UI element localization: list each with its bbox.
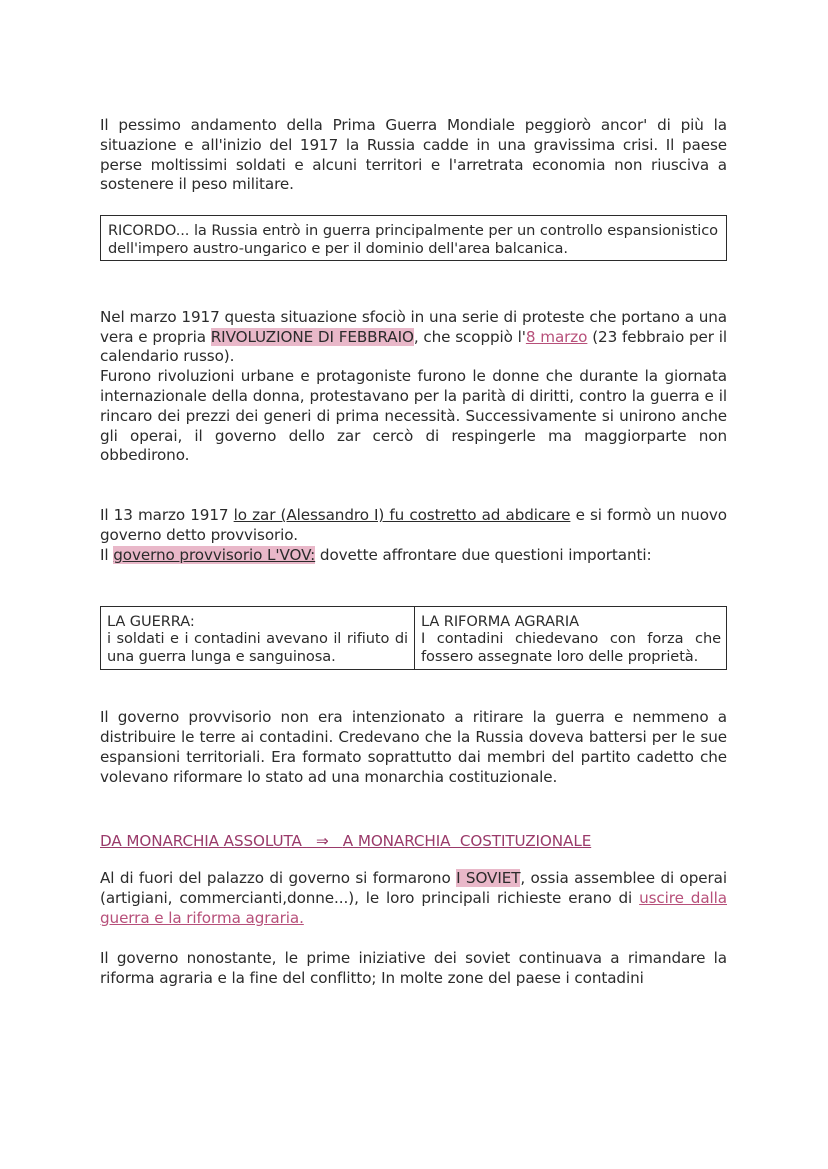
abdication-paragraph: [100, 506, 727, 546]
arrow-icon: ⇒: [306, 831, 343, 850]
revolution-text-a: Nel marzo 1917 questa situazione sfociò in una serie di proteste che portano a una vera e propria: [100, 307, 727, 346]
document-page: [100, 116, 727, 988]
heading-left: DA MONARCHIA ASSOLUTA: [100, 831, 307, 850]
abdication-text-a: Il 13 marzo 1917: [100, 506, 234, 525]
final-paragraph: Il governo nonostante, le prime iniziative dei soviet continuava a rimandare la riforma agraria e la fine del conflitto; In molte zone del paese i contadini: [100, 948, 727, 987]
issues-table: [100, 606, 727, 671]
issue-cell-war: [101, 607, 414, 670]
date-link[interactable]: 8 marzo: [525, 327, 588, 346]
revolution-paragraph: [100, 308, 727, 367]
abdication-underlined: lo zar (Alessandro I) fu costretto ad abdicare: [233, 506, 571, 525]
issue-reform-text: I contadini chiedevano con forza che fossero assegnate loro delle proprietà.: [421, 630, 721, 665]
revolution-text-b: , che scoppiò l': [413, 327, 526, 346]
provisional-text-b: dovette affrontare due questioni importanti:: [315, 545, 652, 564]
government-paragraph: Il governo provvisorio non era intenzionato a ritirare la guerra e nemmeno a distribuire le terre ai contadini. Credevano che la Russia doveva battersi per le sue espansioni territoriali. Era formato soprattutto dai membri del partito cadetto che volevano riformare lo stato ad una monarchia costituzionale.: [100, 708, 727, 786]
soviet-paragraph: [100, 869, 727, 928]
soviet-highlight: I SOVIET: [456, 869, 521, 888]
revolution-text-c: (23 febbraio per il calendario russo).: [100, 327, 727, 366]
abdication-text-b: e si formò un nuovo governo detto provvisorio.: [100, 506, 727, 544]
provisional-text-a: Il: [100, 545, 114, 564]
soviet-text-b: , ossia assemblee di operai (artigiani, commercianti,donne...), le loro principali richieste erano di: [100, 869, 727, 908]
ricordo-box: RICORDO... la Russia entrò in guerra principalmente per un controllo espansionistico dell'impero austro-ungarico e per il dominio dell'area balcanica.: [100, 215, 727, 261]
provisional-gov-paragraph: [100, 546, 727, 566]
section-heading: [100, 832, 727, 852]
issue-cell-reform: [414, 607, 727, 670]
issue-reform-title: LA RIFORMA AGRARIA: [421, 612, 579, 630]
heading-right: A MONARCHIA COSTITUZIONALE: [342, 831, 592, 850]
women-paragraph: Furono rivoluzioni urbane e protagoniste furono le donne che durante la giornata internazionale della donna, protestavano per la parità di diritti, contro la guerra e il rincaro dei prezzi dei generi di prima necessità. Successivamente si unirono anche gli operai, il governo dello zar cercò di respingerle ma maggiorparte non obbedirono.: [100, 367, 727, 465]
intro-paragraph: Il pessimo andamento della Prima Guerra Mondiale peggiorò ancor' di più la situazione e all'inizio del 1917 la Russia cadde in una gravissima crisi. Il paese perse moltissimi soldati e alcuni territori e l'arretrata economia non riusciva a sostenere il peso militare.: [100, 116, 727, 194]
provisional-highlight: governo provvisorio L'VOV:: [113, 545, 316, 564]
soviet-demands-link[interactable]: uscire dalla guerra e la riforma agraria.: [100, 889, 727, 927]
revolution-highlight: RIVOLUZIONE DI FEBBRAIO: [210, 327, 414, 346]
soviet-text-a: Al di fuori del palazzo di governo si formarono: [100, 869, 457, 888]
issue-war-text: i soldati e i contadini avevano il rifiuto di una guerra lunga e sanguinosa.: [107, 630, 408, 665]
issue-war-title: LA GUERRA:: [107, 612, 195, 630]
